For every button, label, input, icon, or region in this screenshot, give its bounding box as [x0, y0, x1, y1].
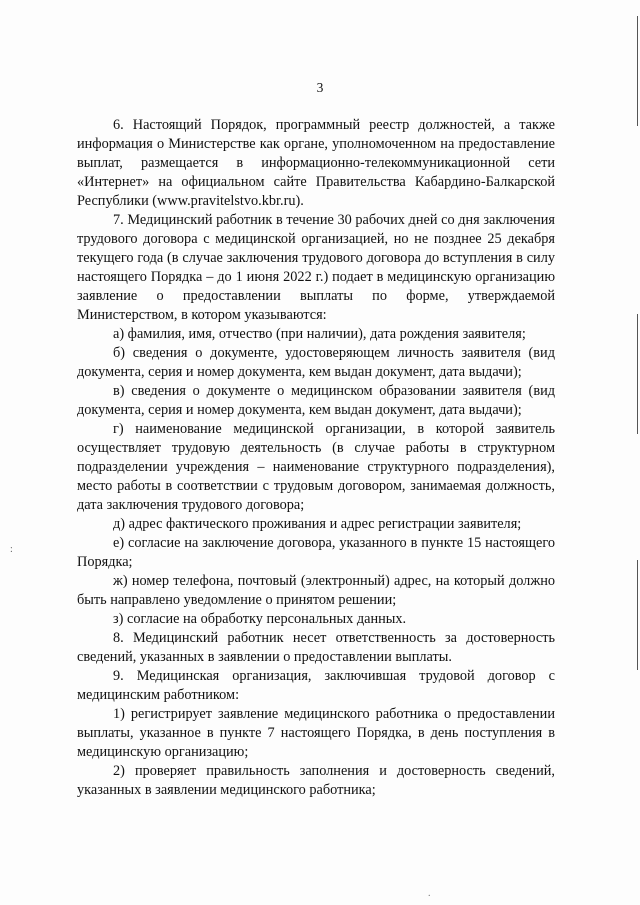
list-item-v: в) сведения о документе о медицинском образовании заявителя (вид документа, серия и номер документа, кем выдан документ, дата выдачи);	[77, 383, 555, 418]
scan-edge-mark	[637, 16, 639, 126]
list-item-d: д) адрес фактического проживания и адрес регистрации заявителя;	[113, 516, 522, 532]
paragraph-8: 8. Медицинский работник несет ответственность за достоверность сведений, указанных в заявлении о предоставлении выплаты.	[77, 630, 555, 665]
list-item-e: е) согласие на заключение договора, указанного в пункте 15 настоящего Порядка;	[77, 535, 555, 570]
scan-edge-mark	[637, 560, 639, 670]
list-item-2: 2) проверяет правильность заполнения и достоверность сведений, указанных в заявлении медицинского работника;	[77, 763, 555, 798]
list-item-a: а) фамилия, имя, отчество (при наличии), дата рождения заявителя;	[113, 326, 526, 342]
paragraph-6: 6. Настоящий Порядок, программный реестр должностей, а также информация о Министерстве как органе, уполномоченном на предоставление выплат, размещается в информационно-телекоммуникационной сети «Интернет» на официальном сайте Правительства Кабардино-Балкарской Республики (www.pravitelstvo.kbr.ru).	[77, 117, 555, 209]
list-item-1: 1) регистрирует заявление медицинского работника о предоставлении выплаты, указанное в пункте 7 настоящего Порядка, в день поступления в медицинскую организацию;	[77, 706, 555, 760]
paragraph-9: 9. Медицинская организация, заключившая трудовой договор с медицинским работником:	[77, 668, 555, 703]
list-item-g: г) наименование медицинской организации, в которой заявитель осуществляет трудовую деятельность (в случае работы в структурном подразделении учреждения – наименование структурного подразделения), место работы в соответствии с трудовым договором, занимаемая должность, дата заключения трудового договора;	[77, 421, 555, 513]
list-item-b: б) сведения о документе, удостоверяющем личность заявителя (вид документа, серия и номер документа, кем выдан документ, дата выдачи);	[77, 345, 555, 380]
scan-dot: .	[428, 888, 431, 899]
scan-edge-mark	[637, 314, 639, 434]
paragraph-7: 7. Медицинский работник в течение 30 рабочих дней со дня заключения трудового договора с медицинской организацией, но не позднее 25 декабря текущего года (в случае заключения трудового договора до вступления в силу настоящего Порядка – до 1 июня 2022 г.) подает в медицинскую организацию заявление о предоставлении выплаты по форме, утверждаемой Министерством, в котором указываются:	[77, 212, 555, 323]
list-item-zh: ж) номер телефона, почтовый (электронный) адрес, на который должно быть направлено уведомление о принятом решении;	[77, 573, 555, 608]
list-item-z: з) согласие на обработку персональных данных.	[113, 611, 407, 627]
page-number: 3	[316, 80, 324, 95]
document-body	[77, 116, 555, 800]
scan-dot: :	[10, 544, 13, 555]
